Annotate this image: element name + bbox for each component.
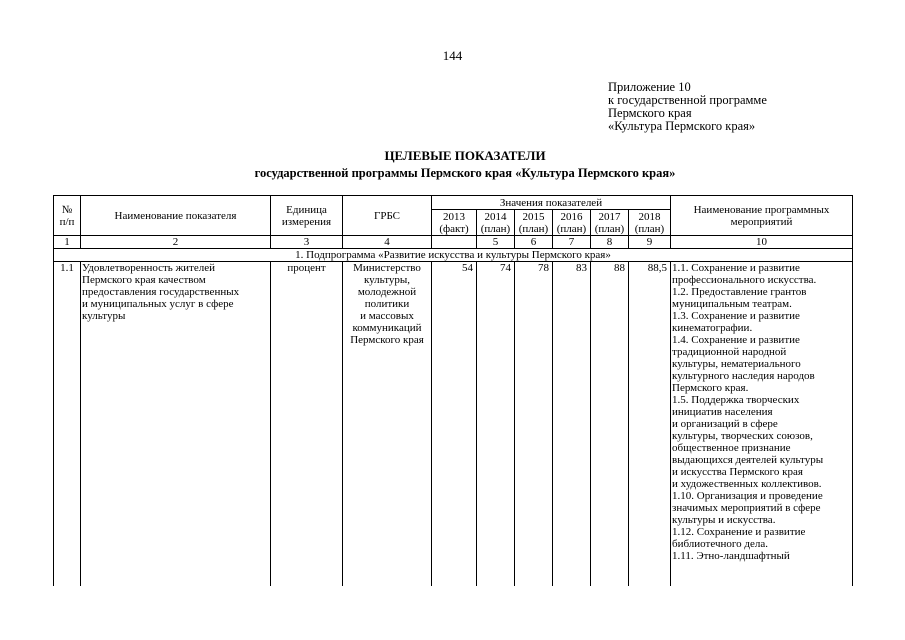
row-value: 88,5 — [629, 262, 671, 586]
header-name: Наименование показателя — [81, 196, 271, 236]
row-measures: 1.1. Сохранение и развитие профессионального искусства. 1.2. Предоставление грантов муниципальным театрам. 1.3. Сохранение и развитие кинематографии. 1.4. Сохранение и развитие традиционной народной культуры, нематериального культурного наследия народов Пермского края. 1.5. Поддержка творческих инициатив населения и организаций в сфере культуры, творческих союзов, общественное признание выдающихся деятелей культуры и искусства Пермского края и художественных коллективов. 1.10. Организация и проведение значимых мероприятий в сфере культуры и искусства. 1.12. Сохранение и развитие библиотечного дела. 1.11. Этно-ландшафтный — [671, 262, 853, 586]
appendix-note — [608, 81, 767, 133]
row-unit: процент — [271, 262, 343, 586]
document-subtitle: государственной программы Пермского края «Культура Пермского края» — [254, 166, 676, 180]
header-year: 2013 (факт) — [432, 210, 477, 236]
appendix-line: «Культура Пермского края» — [608, 119, 756, 133]
row-value: 83 — [553, 262, 591, 586]
header-year: 2018 (план) — [629, 210, 671, 236]
header-year: 2017 (план) — [591, 210, 629, 236]
header-num: № п/п — [54, 196, 81, 236]
row-value: 88 — [591, 262, 629, 586]
header-year: 2016 (план) — [553, 210, 591, 236]
row-value: 54 — [432, 262, 477, 586]
column-number: 6 — [515, 236, 553, 249]
appendix-line: Приложение 10 — [608, 80, 691, 94]
row-grbs: Министерство культуры, молодежной политики и массовых коммуникаций Пермского края — [343, 262, 432, 586]
header-grbs: ГРБС — [343, 196, 432, 236]
row-indicator-name: Удовлетворенность жителей Пермского края качеством предоставления государственных и муниципальных услуг в сфере культуры — [81, 262, 271, 586]
column-number: 7 — [553, 236, 591, 249]
column-number: 9 — [629, 236, 671, 249]
row-value: 74 — [477, 262, 515, 586]
document-title: ЦЕЛЕВЫЕ ПОКАЗАТЕЛИ — [384, 148, 546, 163]
indicators-table — [53, 195, 853, 586]
row-num: 1.1 — [54, 262, 81, 586]
column-number: 3 — [271, 236, 343, 249]
header-year: 2014 (план) — [477, 210, 515, 236]
column-number: 5 — [477, 236, 515, 249]
subprogram-heading: 1. Подпрограмма «Развитие искусства и культуры Пермского края» — [54, 249, 853, 262]
page-number: 144 — [442, 48, 463, 63]
column-number: 2 — [81, 236, 271, 249]
header-measures: Наименование программных мероприятий — [671, 196, 853, 236]
column-number: 1 — [54, 236, 81, 249]
column-number: 10 — [671, 236, 853, 249]
header-values-group: Значения показателей — [432, 196, 671, 210]
header-year: 2015 (план) — [515, 210, 553, 236]
table-row — [54, 262, 853, 586]
header-unit: Единица измерения — [271, 196, 343, 236]
column-number: 8 — [591, 236, 629, 249]
row-value: 78 — [515, 262, 553, 586]
appendix-line: Пермского края — [608, 106, 692, 120]
column-number-empty — [432, 236, 477, 249]
appendix-line: к государственной программе — [608, 93, 767, 107]
column-number: 4 — [343, 236, 432, 249]
